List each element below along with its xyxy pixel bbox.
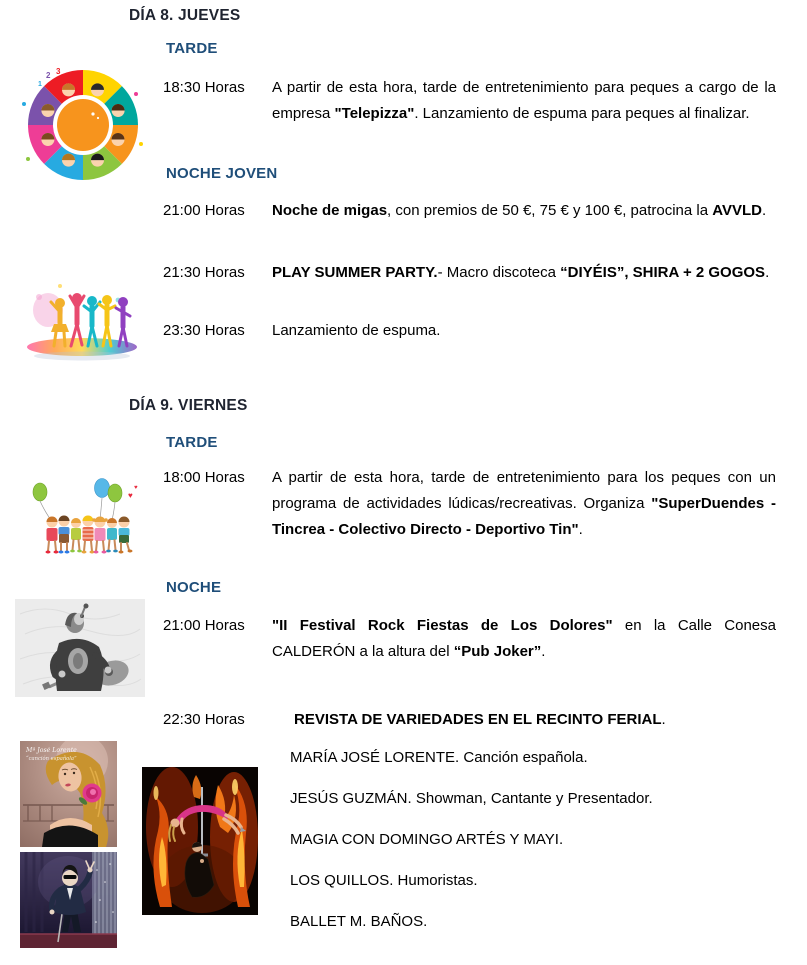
man-suit-image — [20, 852, 117, 948]
event-2330-espuma — [163, 318, 776, 344]
event-description — [272, 318, 776, 344]
woman-portrait-image — [20, 741, 117, 847]
variety-show-lineup — [290, 750, 653, 955]
woman-portrait-photo — [20, 741, 117, 847]
text-segment: , con premios de 50 €, 75 € y 100 €, patrocina la — [387, 202, 713, 219]
text-segment: "Telepizza" — [334, 105, 415, 122]
text-segment: . — [578, 521, 583, 538]
event-description — [272, 75, 776, 127]
lineup-item-maria-jose-lorente: MARÍA JOSÉ LORENTE. Canción española. — [290, 749, 588, 766]
lineup-item-los-quillos: LOS QUILLOS. Humoristas. — [290, 872, 478, 889]
event-description — [272, 198, 776, 224]
heart-icon: ♥ — [128, 491, 133, 500]
event-description — [294, 707, 776, 733]
heart-icon: ♥ — [134, 485, 138, 491]
portrait-caption-name: Mª José Lorente — [26, 747, 77, 754]
event-description — [272, 465, 776, 543]
dancer-figures — [51, 293, 130, 346]
kids-wheel-illustration — [18, 64, 148, 186]
guitarist-illustration — [15, 599, 145, 697]
text-segment: Noche de migas — [272, 202, 388, 219]
text-segment: “Pub Joker” — [453, 643, 542, 660]
text-segment: REVISTA DE VARIEDADES EN EL RECINTO FERIAL — [294, 711, 662, 728]
section-day9-noche: NOCHE — [166, 579, 222, 596]
event-2100-migas — [163, 198, 776, 224]
text-segment: A partir de esta hora, tarde de entretenimiento para los peques con un programa de actividades lúdicas/recreativas. Organiza — [272, 469, 776, 512]
event-1800-superduendes — [163, 465, 776, 543]
event-2100-festival-rock — [163, 613, 776, 665]
event-time: 18:00 Horas — [163, 469, 245, 486]
event-2230-revista-variedades — [163, 707, 776, 733]
text-segment: A partir de esta hora, tarde de entretenimiento para peques a cargo de la empresa — [272, 79, 776, 122]
kids-row — [46, 516, 133, 554]
text-segment: en la Calle Conesa CALDERÓN a la altura del — [272, 617, 776, 660]
event-time: 21:00 Horas — [163, 617, 245, 634]
text-segment: . — [661, 711, 666, 728]
lineup-item-magia-domingo-artes: MAGIA CON DOMINGO ARTÉS Y MAYI. — [290, 831, 564, 848]
section-day8-noche-joven: NOCHE JOVEN — [166, 165, 278, 182]
kids-balloons-illustration — [22, 472, 144, 567]
text-segment: Lanzamiento de espuma. — [272, 322, 441, 339]
event-time: 22:30 Horas — [163, 711, 245, 728]
fire-magic-image — [142, 767, 258, 915]
text-segment: - Macro discoteca — [437, 264, 561, 281]
day-9-title: DÍA 9. VIERNES — [129, 397, 248, 414]
text-segment: "II Festival Rock Fiestas de Los Dolores" — [272, 617, 613, 634]
event-2130-play-summer-party — [163, 260, 776, 286]
portrait-caption-subtitle: “canción española” — [26, 756, 77, 762]
text-segment: . — [765, 264, 770, 281]
kids-balloons-image — [22, 472, 144, 567]
event-description — [272, 260, 776, 286]
day-8-title: DÍA 8. JUEVES — [129, 7, 241, 24]
section-day9-tarde: TARDE — [166, 434, 218, 451]
text-segment: . — [541, 643, 546, 660]
section-day8-tarde: TARDE — [166, 40, 218, 57]
event-time: 21:30 Horas — [163, 264, 245, 281]
event-time: 21:00 Horas — [163, 202, 245, 219]
dancers-illustration — [20, 268, 145, 363]
text-segment: AVVLD — [712, 202, 762, 219]
event-time: 23:30 Horas — [163, 322, 245, 339]
event-description — [272, 613, 776, 665]
svg-text:2: 2 — [46, 71, 51, 80]
event-1830-telepizza — [163, 75, 776, 127]
text-segment: . Lanzamiento de espuma para peques al finalizar. — [414, 105, 750, 122]
kids-wheel-image — [18, 64, 148, 186]
lineup-item-jesus-guzman: JESÚS GUZMÁN. Showman, Cantante y Presentador. — [290, 790, 653, 807]
text-segment: “DIYÉIS”, SHIRA + 2 GOGOS — [560, 264, 766, 281]
fire-magic-photo — [142, 767, 258, 915]
svg-text:1: 1 — [38, 81, 42, 88]
man-suit-photo — [20, 852, 117, 948]
text-segment: "SuperDuendes - Tincrea - Colectivo Directo - Deportivo Tin" — [272, 495, 776, 538]
svg-text:3: 3 — [56, 67, 61, 76]
text-segment: PLAY SUMMER PARTY. — [272, 264, 438, 281]
lineup-item-ballet-banos: BALLET M. BAÑOS. — [290, 913, 428, 930]
text-segment: . — [761, 202, 767, 219]
dancers-image — [20, 268, 145, 363]
guitarist-image — [15, 599, 145, 697]
event-time: 18:30 Horas — [163, 79, 245, 96]
